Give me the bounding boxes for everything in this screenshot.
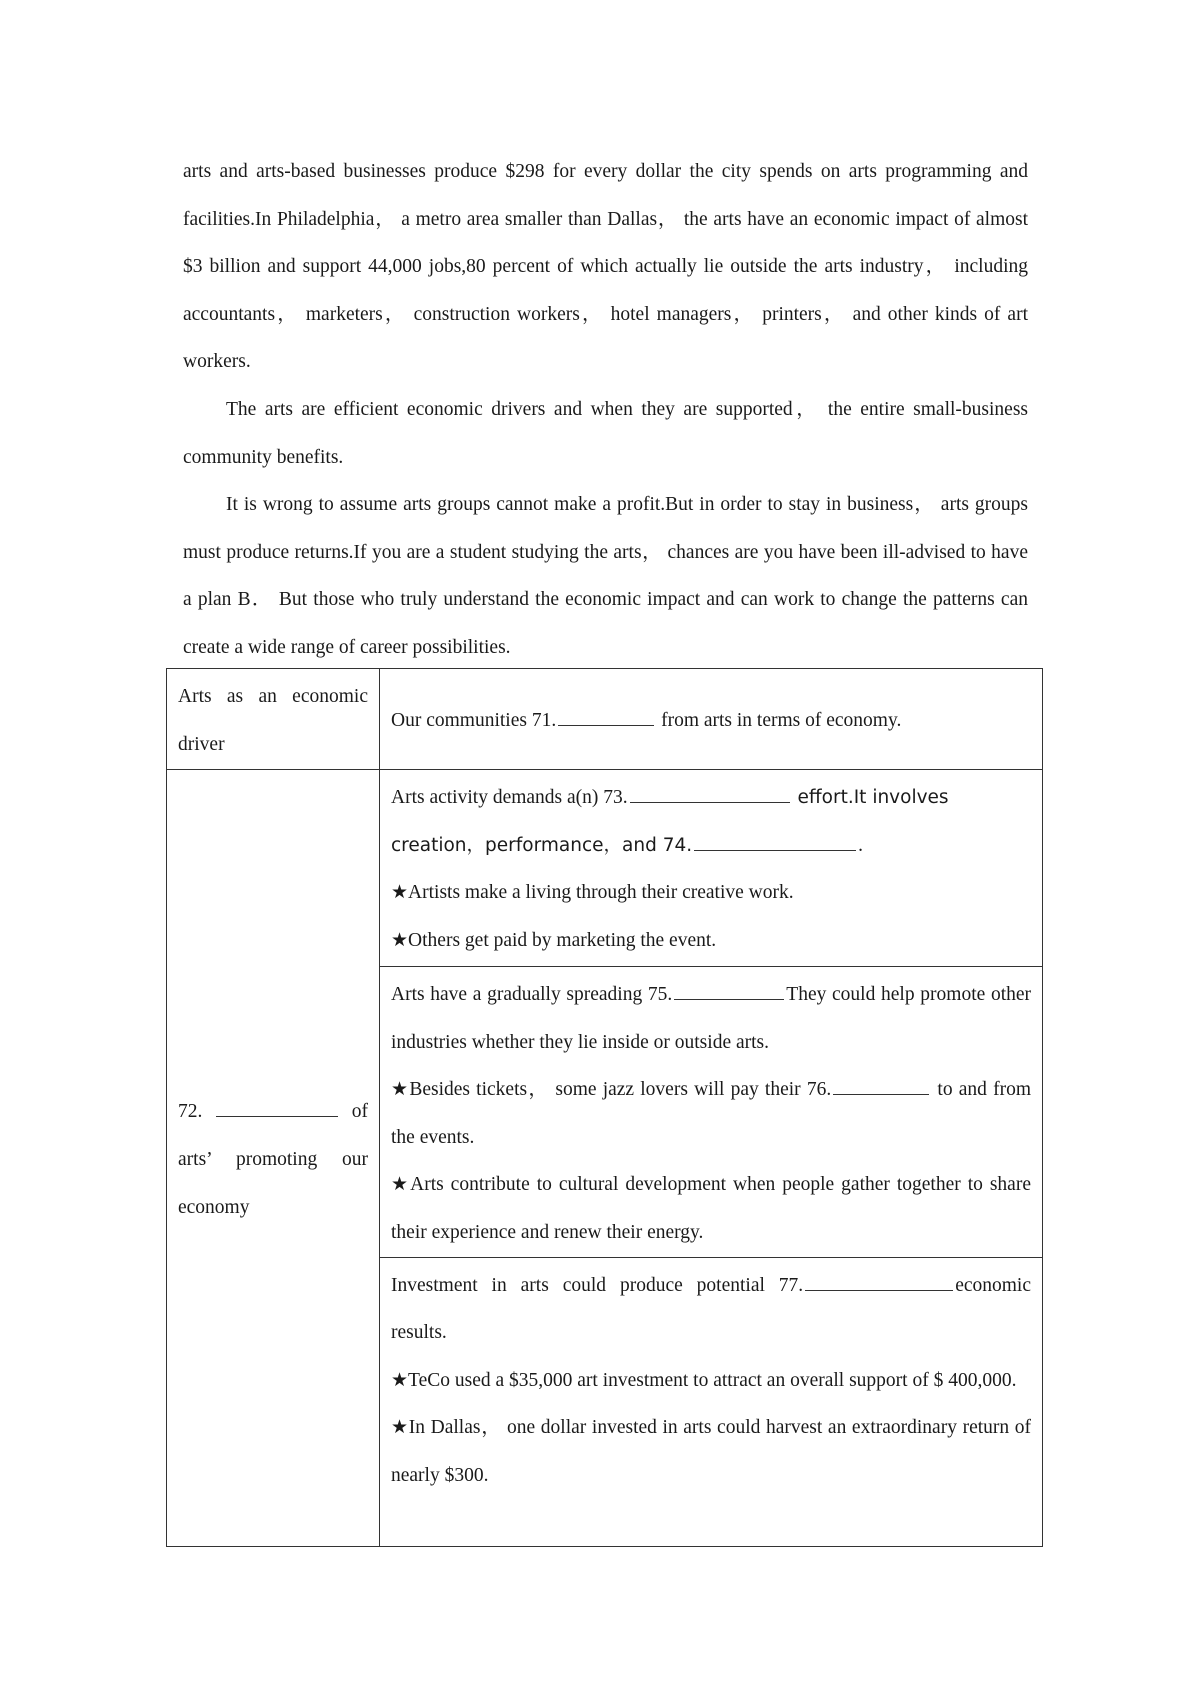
answer-blank-72[interactable]	[216, 1115, 338, 1117]
answer-blank-76[interactable]	[833, 1093, 929, 1095]
answer-blank-71[interactable]	[558, 724, 654, 726]
answer-blank-73[interactable]	[630, 801, 790, 803]
answer-blank-75[interactable]	[674, 998, 784, 1000]
row-heading-text: Arts as an economic driver	[178, 686, 368, 755]
bullet-item: ★In Dallas， one dollar invested in arts could harvest an extraordinary return of nearly $300.	[391, 1416, 1031, 1486]
star-icon: ★	[391, 1416, 409, 1439]
content-cell-b: Arts have a gradually spreading 75. They could help promote other industries whether they lie inside or outside arts. ★Besides tickets， some jazz lovers will pay their 76. to and from the events. ★Arts contribute to cultural development when people gather together to share their experience and renew their energy.	[380, 967, 1043, 1258]
star-icon: ★	[391, 928, 409, 951]
bullet-item: ★Besides tickets， some jazz lovers will pay their 76. to and from the events.	[391, 1078, 1031, 1148]
row-heading-cell	[167, 669, 380, 770]
paragraph-1: arts and arts-based businesses produce $298 for every dollar the city spends on arts programming and facilities.In Philadelphia， a metro area smaller than Dallas， the arts have an economic impact of almost $3 billion and support 44,000 jobs,80 percent of which actually lie outside the arts industry， including accountants， marketers， construction workers， hotel managers， printers， and other kinds of art workers.	[183, 161, 1028, 373]
answer-blank-77[interactable]	[805, 1289, 953, 1291]
summary-table	[166, 668, 1043, 1547]
star-icon: ★	[391, 1173, 411, 1196]
star-icon: ★	[391, 1078, 410, 1101]
star-icon: ★	[391, 881, 409, 904]
bullet-item: ★Artists make a living through their creative work.	[391, 881, 794, 904]
content-cell-a: Arts activity demands a(n) 73. effort.It involves creation，performance，and 74. . ★Artists make a living through their creative work. ★Others get paid by marketing the event.	[380, 770, 1043, 967]
bullet-item: ★TeCo used a $35,000 art investment to attract an overall support of $ 400,000.	[391, 1368, 1017, 1391]
table-row	[167, 669, 1043, 770]
bullet-item: ★Arts contribute to cultural development when people gather together to share their experience and renew their energy.	[391, 1173, 1031, 1243]
table-row	[167, 770, 1043, 967]
row-content-cell: Our communities 71. from arts in terms of economy.	[380, 669, 1043, 770]
bullet-item: ★Others get paid by marketing the event.	[391, 928, 717, 951]
paragraph-2: The arts are efficient economic drivers and when they are supported， the entire small-business community benefits.	[183, 398, 1028, 468]
reading-passage	[183, 148, 1028, 672]
paragraph-3: It is wrong to assume arts groups cannot make a profit.But in order to stay in business， arts groups must produce returns.If you are a student studying the arts， chances are you have been ill-advised to have a plan B． But those who truly understand the economic impact and can work to change the patterns can create a wide range of career possibilities.	[183, 494, 1028, 658]
answer-blank-74[interactable]	[694, 849, 856, 851]
content-cell-c: Investment in arts could produce potential 77. economic results. ★TeCo used a $35,000 art investment to attract an overall support of $ 400,000. ★In Dallas， one dollar invested in arts could harvest an extraordinary return of nearly $300.	[380, 1257, 1043, 1546]
star-icon: ★	[391, 1368, 409, 1391]
row-heading-cell: 72. of arts’ promoting our economy	[167, 770, 380, 1547]
